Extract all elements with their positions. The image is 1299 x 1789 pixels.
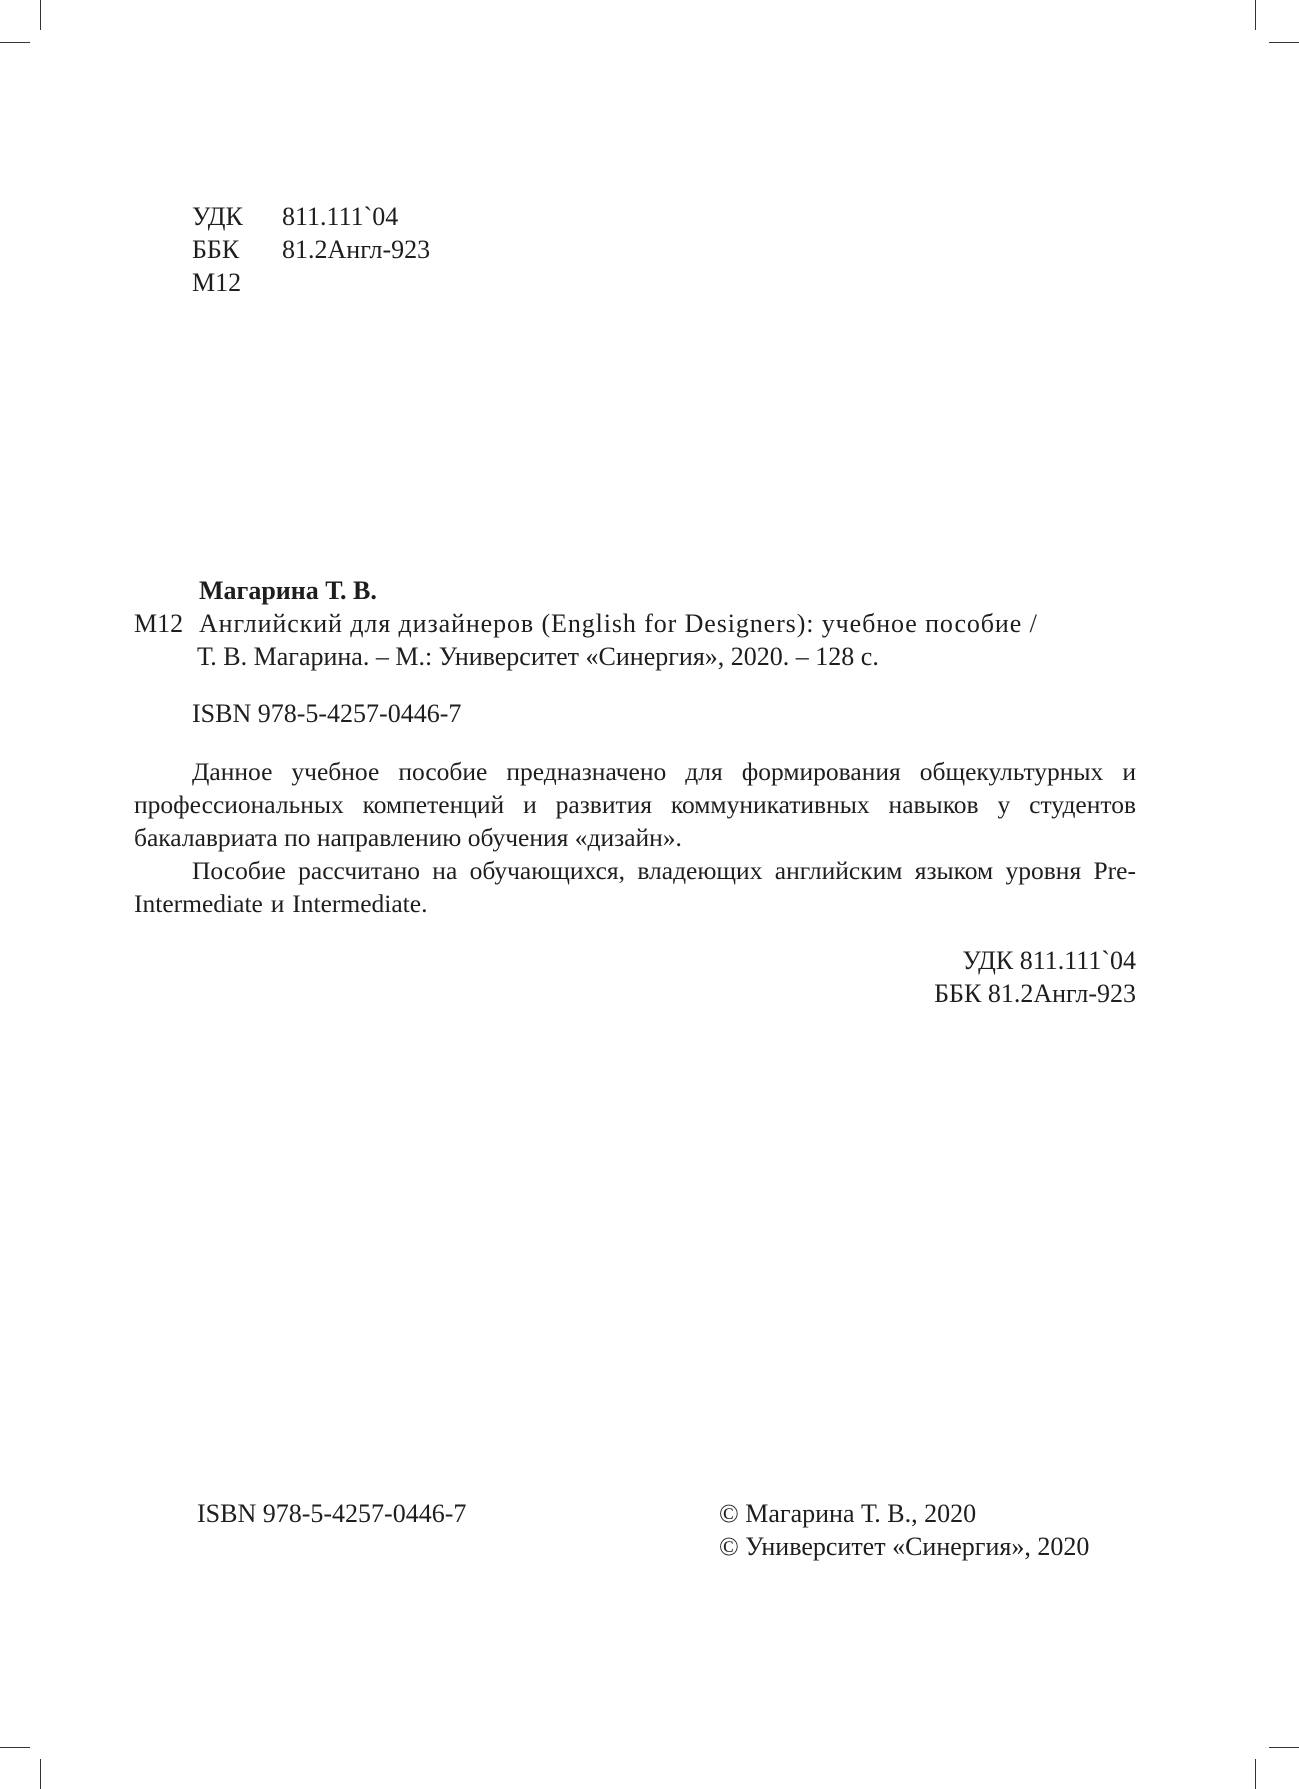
bbk-value: 81.2Англ-923 [282, 235, 431, 264]
record-author: Магарина Т. В. [199, 576, 377, 605]
copyright-publisher: © Университет «Синергия», 2020 [719, 1532, 1090, 1561]
bbk-label: ББК [192, 235, 240, 264]
classification-block [192, 200, 430, 299]
author-mark: М12 [192, 268, 242, 297]
author-mark-row [192, 266, 430, 299]
crop-mark-bottom-right-horizontal [1269, 1747, 1299, 1748]
crop-mark-bottom-right-vertical [1255, 1759, 1256, 1789]
udk-value: 811.111`04 [282, 202, 399, 231]
crop-mark-top-right-horizontal [1269, 42, 1299, 43]
index-bbk: ББК 81.2Англ-923 [934, 979, 1136, 1008]
crop-mark-top-right-vertical [1255, 0, 1256, 30]
bbk-row [192, 233, 430, 266]
copyright-author: © Магарина Т. В., 2020 [719, 1499, 977, 1528]
crop-mark-top-left-vertical [40, 0, 41, 30]
record-title: Английский для дизайнеров (English for Designers): учебное пособие / [199, 609, 1038, 638]
udk-row [192, 200, 430, 233]
record-isbn: ISBN 978-5-4257-0446-7 [192, 699, 462, 728]
abstract-paragraph-2: Пособие рассчитано на обучающихся, владеющих английским языком уровня Pre-Intermediate и Intermediate. [134, 856, 1136, 918]
crop-mark-bottom-left-vertical [40, 1759, 41, 1789]
footer-copyright [719, 1497, 1089, 1563]
abstract-paragraph-1: Данное учебное пособие предназначено для формирования общекультурных и профессиональных компетенций и развития коммуникативных навыков у студентов бакалавриата по направлению обучения «дизайн». [134, 757, 1136, 852]
record-title-line [134, 607, 1136, 640]
index-codes [134, 944, 1136, 1010]
index-udk: УДК 811.111`04 [962, 946, 1136, 975]
record-code: М12 [134, 609, 184, 638]
bibliographic-record [134, 574, 1136, 1010]
crop-mark-top-left-horizontal [0, 42, 30, 43]
record-title-continuation: Т. В. Магарина. – М.: Университет «Синергия», 2020. – 128 с. [197, 642, 879, 671]
footer-isbn: ISBN 978-5-4257-0446-7 [197, 1499, 467, 1528]
crop-mark-bottom-left-horizontal [0, 1747, 30, 1748]
udk-label: УДК [192, 202, 243, 231]
